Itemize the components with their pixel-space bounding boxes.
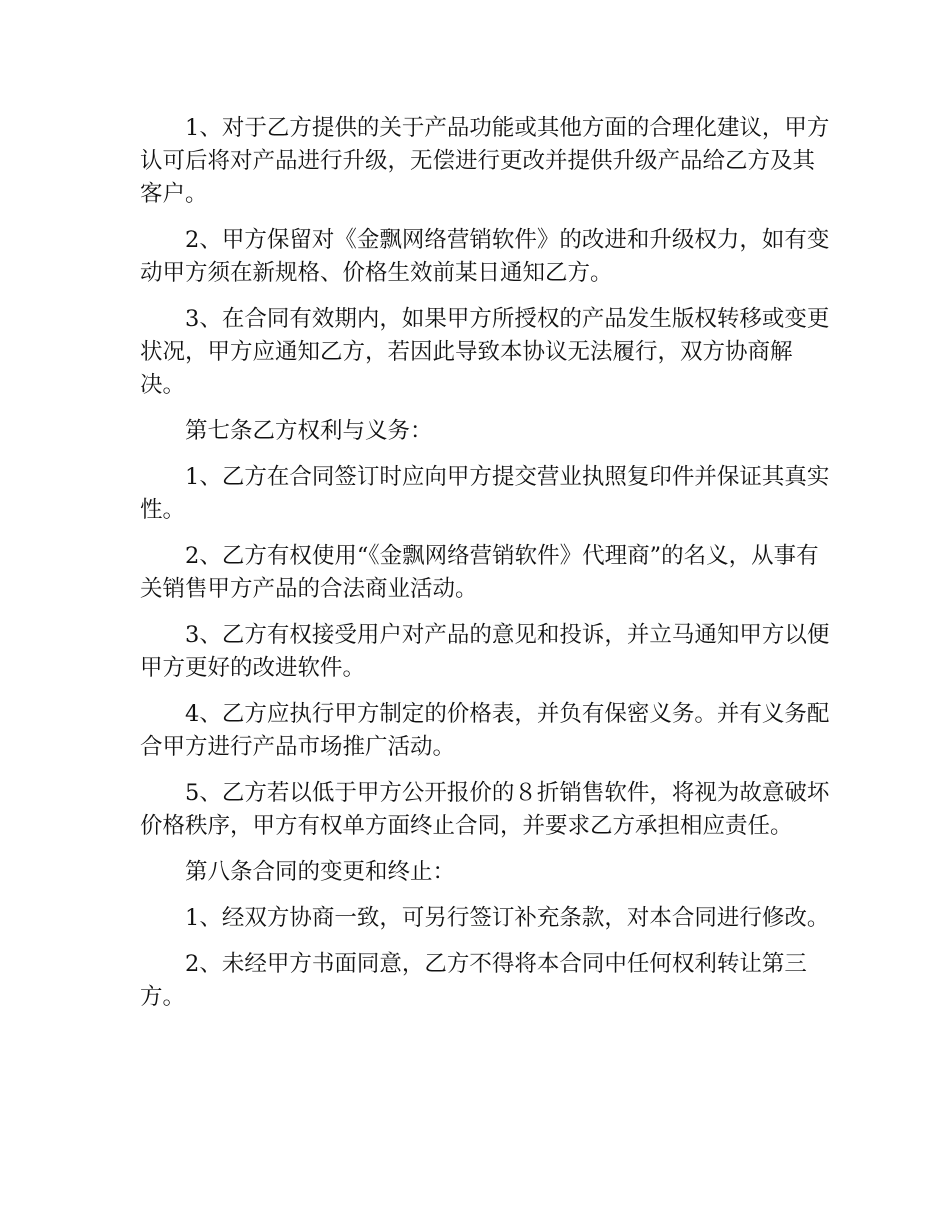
clause-paragraph: 2、未经甲方书面同意，乙方不得将本合同中任何权利转让第三方。 [140, 951, 807, 1010]
clause-paragraph: 5、乙方若以低于甲方公开报价的８折销售软件，将视为故意破坏价格秩序，甲方有权单方面终止合同，并要求乙方承担相应责任。 [140, 780, 830, 839]
clause-paragraph: 3、在合同有效期内，如果甲方所授权的产品发生版权转移或变更状况，甲方应通知乙方，若因此导致本协议无法履行，双方协商解决。 [140, 306, 830, 398]
clause-paragraph: 1、对于乙方提供的关于产品功能或其他方面的合理化建议，甲方认可后将对产品进行升级，无偿进行更改并提供升级产品给乙方及其客户。 [140, 115, 830, 207]
section-heading: 第八条合同的变更和终止： [185, 859, 456, 885]
clause-paragraph: 1、经双方协商一致，可另行签订补充条款，对本合同进行修改。 [185, 905, 830, 931]
clause-paragraph: 1、乙方在合同签订时应向甲方提交营业执照复印件并保证其真实性。 [140, 464, 830, 523]
clause-paragraph: 2、乙方有权使用“《金飘网络营销软件》代理商”的名义，从事有关销售甲方产品的合法商业活动。 [140, 543, 819, 602]
clause-paragraph: 4、乙方应执行甲方制定的价格表，并负有保密义务。并有义务配合甲方进行产品市场推广活动。 [140, 701, 830, 760]
clause-paragraph: 3、乙方有权接受用户对产品的意见和投诉，并立马通知甲方以便甲方更好的改进软件。 [140, 622, 830, 681]
section-heading: 第七条乙方权利与义务： [185, 418, 433, 444]
document-body [140, 112, 830, 1027]
clause-paragraph: 2、甲方保留对《金飘网络营销软件》的改进和升级权力，如有变动甲方须在新规格、价格生效前某日通知乙方。 [140, 227, 830, 286]
